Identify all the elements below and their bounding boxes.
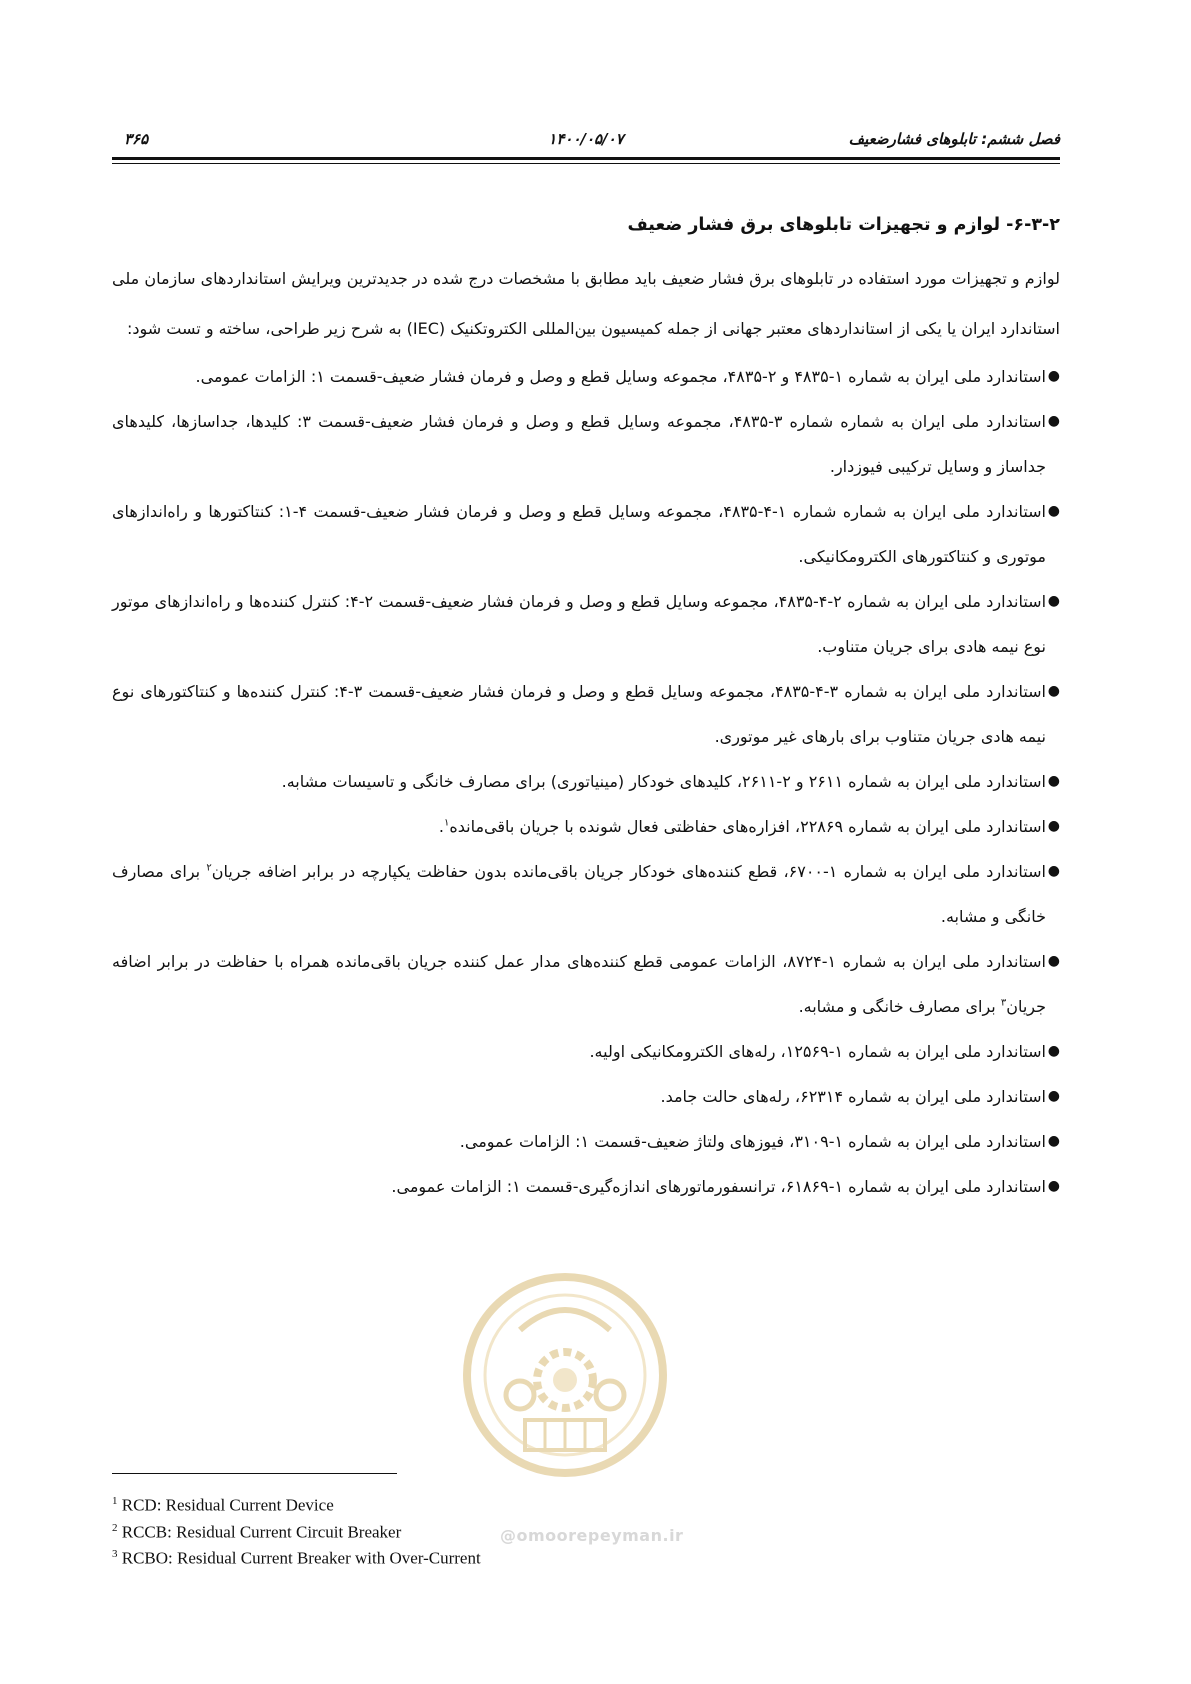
bullet-icon: ●	[1047, 1178, 1060, 1194]
standard-text-tail: برای مصارف خانگی و مشابه.	[798, 997, 1001, 1016]
bullet-icon: ●	[1047, 503, 1060, 519]
header-rule-thick	[112, 157, 1060, 160]
standard-item	[112, 939, 1060, 1029]
footnotes	[112, 1490, 481, 1570]
standard-item	[112, 849, 1060, 939]
header-rule-thin	[112, 163, 1060, 164]
bullet-icon: ●	[1047, 773, 1060, 789]
footnote-ref: ۱	[443, 817, 450, 829]
standard-item	[112, 354, 1060, 399]
standard-text-tail: .	[438, 817, 444, 836]
bullet-icon: ●	[1047, 818, 1060, 834]
bullet-icon: ●	[1047, 953, 1060, 969]
footnote-rule	[112, 1473, 397, 1474]
footnote	[112, 1543, 481, 1570]
footnote-text: RCD: Residual Current Device	[121, 1495, 334, 1515]
standard-text: استاندارد ملی ایران به شماره شماره ۳-۴۸۳۵، مجموعه وسایل قطع و وصل و فرمان فشار ضعیف-قسمت ۳: کلیدها، جداسازها، کلیدهای جداساز و وسایل ترکیبی فیوزدار.	[112, 412, 1047, 476]
chapter-title: فصل ششم: تابلوهای فشارضعیف	[848, 130, 1060, 148]
standard-item	[112, 399, 1060, 489]
footnote-ref: ۲	[206, 862, 212, 874]
footnote-number: 3	[112, 1548, 118, 1561]
bullet-icon: ●	[1047, 368, 1060, 384]
standards-list	[112, 354, 1060, 1209]
standard-item	[112, 1029, 1060, 1074]
standard-item	[112, 579, 1060, 669]
intro-paragraph: لوازم و تجهیزات مورد استفاده در تابلوهای برق فشار ضعیف باید مطابق با مشخصات درج شده در جدیدترین ویرایش استانداردهای سازمان ملی استاندارد ایران یا یکی از استانداردهای معتبر جهانی از جمله کمیسیون بین‌المللی الکتروتکنیک (IEC) به شرح زیر طراحی، ساخته و تست شود:	[112, 269, 1060, 338]
section-title: ۶-۳-۲- لوازم و تجهیزات تابلوهای برق فشار ضعیف	[627, 215, 1060, 235]
bullet-icon: ●	[1047, 1043, 1060, 1059]
standard-text: استاندارد ملی ایران به شماره ۲۲۸۶۹، افزاره‌های حفاظتی فعال شونده با جریان باقی‌مانده	[449, 817, 1046, 836]
standard-text: استاندارد ملی ایران به شماره ۱-۴۸۳۵ و ۲-۴۸۳۵، مجموعه وسایل قطع و وصل و فرمان فشار ضعیف-قسمت ۱: الزامات عمومی.	[195, 367, 1046, 386]
footnote-text: RCBO: Residual Current Breaker with Over-Current	[121, 1548, 481, 1568]
standard-text-tail: برای مصارف خانگی و مشابه.	[112, 862, 1046, 926]
footnote-ref: ۳	[1000, 997, 1007, 1009]
standard-item	[112, 759, 1060, 804]
standard-text: استاندارد ملی ایران به شماره ۲۶۱۱ و ۲-۲۶۱۱، کلیدهای خودکار (مینیاتوری) برای مصارف خانگی و تاسیسات مشابه.	[281, 772, 1046, 791]
footnote-number: 1	[112, 1495, 118, 1507]
standard-item	[112, 804, 1060, 849]
standard-item	[112, 489, 1060, 579]
footnote	[112, 1490, 481, 1517]
standard-text: استاندارد ملی ایران به شماره ۱-۶۷۰۰، قطع کننده‌های خودکار جریان باقی‌مانده بدون حفاظت یکپارچه در برابر اضافه جریان	[211, 862, 1046, 881]
bullet-icon: ●	[1047, 413, 1060, 429]
page-header	[112, 124, 1060, 154]
standard-text: استاندارد ملی ایران به شماره ۱-۳۱۰۹، فیوزهای ولتاژ ضعیف-قسمت ۱: الزامات عمومی.	[459, 1132, 1046, 1151]
watermark-logo	[460, 1270, 670, 1480]
bullet-icon: ●	[1047, 683, 1060, 699]
bullet-icon: ●	[1047, 593, 1060, 609]
bullet-icon: ●	[1047, 863, 1060, 879]
header-date: ۱۴۰۰/۰۵/۰۷	[548, 130, 624, 148]
standard-item	[112, 1164, 1060, 1209]
standard-text: استاندارد ملی ایران به شماره ۶۲۳۱۴، رله‌های حالت جامد.	[660, 1087, 1046, 1106]
bullet-icon: ●	[1047, 1088, 1060, 1104]
page-number: ۳۶۵	[124, 130, 149, 148]
standard-text: استاندارد ملی ایران به شماره ۱-۶۱۸۶۹، ترانسفورماتورهای اندازه‌گیری-قسمت ۱: الزامات عمومی.	[391, 1177, 1046, 1196]
standard-item	[112, 1119, 1060, 1164]
standard-text: استاندارد ملی ایران به شماره ۱-۱۲۵۶۹، رله‌های الکترومکانیکی اولیه.	[589, 1042, 1046, 1061]
standard-text: استاندارد ملی ایران به شماره ۱-۸۷۲۴، الزامات عمومی قطع کننده‌های مدار عمل کننده جریان باقی‌مانده همراه با حفاظت در برابر اضافه جریان	[112, 952, 1046, 1016]
standard-text: استاندارد ملی ایران به شماره ۲-۴-۴۸۳۵، مجموعه وسایل قطع و وصل و فرمان فشار ضعیف-قسمت ۲-۴: کنترل کننده‌ها و راه‌اندازهای موتور نوع نیمه هادی برای جریان متناوب.	[112, 592, 1047, 656]
main-content	[112, 210, 1060, 1209]
footnote-number: 2	[112, 1521, 118, 1534]
standard-text: استاندارد ملی ایران به شماره شماره ۱-۴-۴۸۳۵، مجموعه وسایل قطع و وصل و فرمان فشار ضعیف-قسمت ۴-۱: کنتاکتورها و راه‌اندازهای موتوری و کنتاکتورهای الکترومکانیکی.	[112, 502, 1047, 566]
standard-item	[112, 1074, 1060, 1119]
footnote-text: RCCB: Residual Current Circuit Breaker	[121, 1522, 402, 1542]
bullet-icon: ●	[1047, 1133, 1060, 1149]
footnote	[112, 1517, 481, 1544]
watermark-text: @omoorepeyman.ir	[500, 1526, 684, 1545]
standard-item	[112, 669, 1060, 759]
standard-text: استاندارد ملی ایران به شماره ۳-۴-۴۸۳۵، مجموعه وسایل قطع و وصل و فرمان فشار ضعیف-قسمت ۳-۴: کنترل کننده‌ها و کنتاکتورهای نوع نیمه هادی جریان متناوب برای بارهای غیر موتوری.	[112, 682, 1046, 746]
